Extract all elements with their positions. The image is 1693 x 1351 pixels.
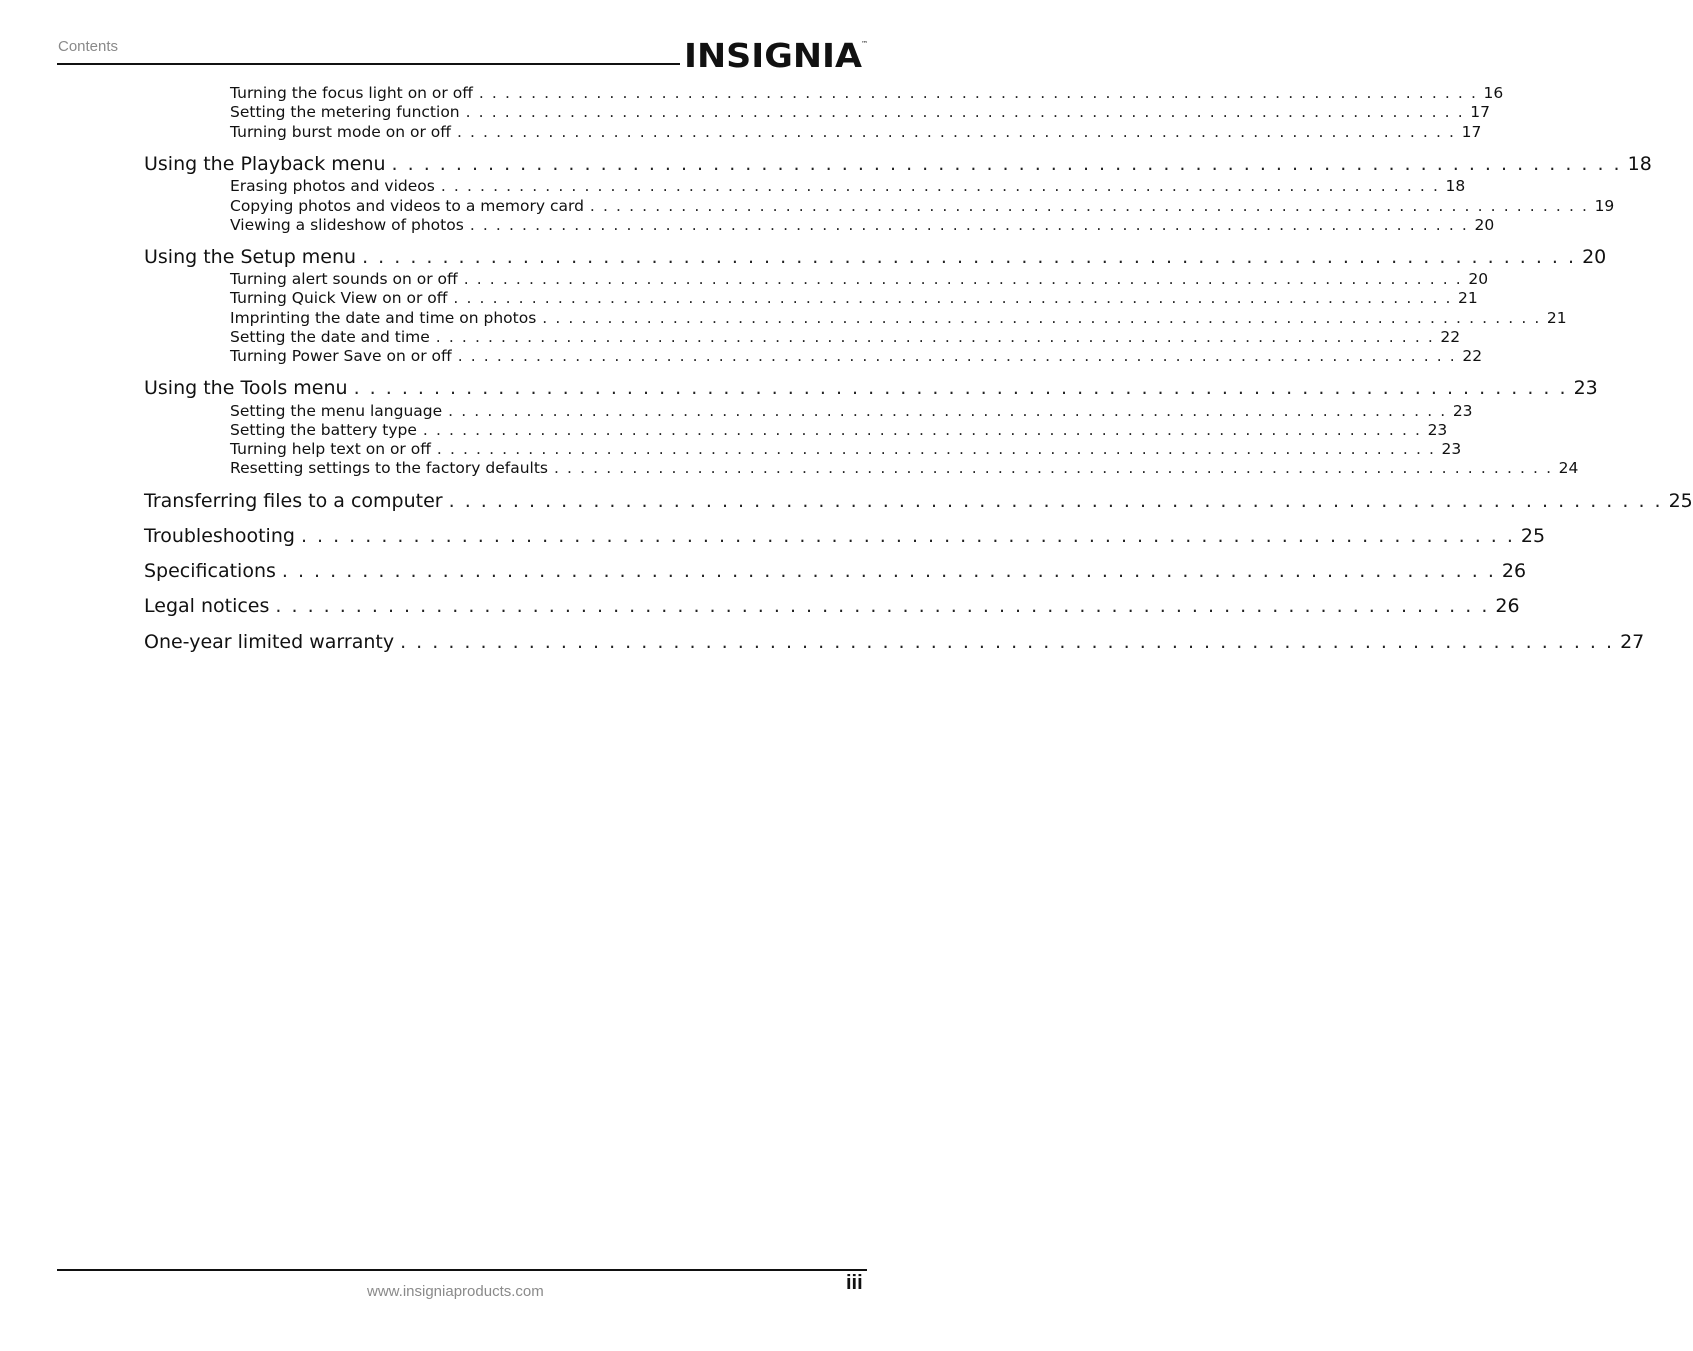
- toc-section-entry[interactable]: [144, 246, 1607, 268]
- dot-leader: . . . . . . . . . . . . . . . . . . . . . . . . . . . . . . . . . . . . . . . . . . . . . . . . . . . . . . . . . . . . . . . . . . . . . . . . . . . . .: [465, 103, 1465, 121]
- dot-leader: . . . . . . . . . . . . . . . . . . . . . . . . . . . . . . . . . . . . . . . . . . . . . . . . . . . . . . . . . . . . . . . . . . . . . . . . . . . .: [300, 525, 1515, 547]
- toc-entry-page: 23: [1452, 402, 1473, 420]
- dot-leader: . . . . . . . . . . . . . . . . . . . . . . . . . . . . . . . . . . . . . . . . . . . . . . . . . . . . . . . . . . . . . . . . . . . . . . . . . . . . .: [456, 123, 1456, 141]
- toc-entry-title: Viewing a slideshow of photos: [230, 216, 464, 234]
- toc-entry-page: 19: [1594, 197, 1615, 215]
- toc-section-page: 27: [1620, 631, 1645, 653]
- header-rule: [57, 63, 680, 65]
- dot-leader: . . . . . . . . . . . . . . . . . . . . . . . . . . . . . . . . . . . . . . . . . . . . . . . . . . . . . . . . . . . . . . . . . . . . . . . . . . . . .: [422, 421, 1422, 439]
- toc-entry-title: Erasing photos and videos: [230, 177, 435, 195]
- toc-entry[interactable]: [230, 440, 1462, 458]
- toc-entry-page: 20: [1474, 216, 1495, 234]
- toc-entry[interactable]: [230, 309, 1567, 327]
- toc-entry-title: Setting the menu language: [230, 402, 443, 420]
- dot-leader: . . . . . . . . . . . . . . . . . . . . . . . . . . . . . . . . . . . . . . . . . . . . . . . . . . . . . . . . . . . . . . . . . . . . . . . . . . . .: [448, 490, 1663, 512]
- toc-entry[interactable]: [230, 421, 1448, 439]
- dot-leader: . . . . . . . . . . . . . . . . . . . . . . . . . . . . . . . . . . . . . . . . . . . . . . . . . . . . . . . . . . . . . . . . . . . . . . . . . . . . .: [469, 216, 1469, 234]
- toc-entry-page: 21: [1458, 289, 1478, 307]
- toc-entry-title: Turning the focus light on or off: [230, 84, 473, 102]
- toc-entry-title: Copying photos and videos to a memory card: [230, 197, 584, 215]
- toc-entry-title: Turning Quick View on or off: [230, 289, 448, 307]
- toc-entry-page: 22: [1462, 347, 1483, 365]
- dot-leader: . . . . . . . . . . . . . . . . . . . . . . . . . . . . . . . . . . . . . . . . . . . . . . . . . . . . . . . . . . . . . . . . . . . . . . . . . . . .: [281, 560, 1496, 582]
- toc-entry[interactable]: [230, 270, 1489, 288]
- toc-entry[interactable]: [230, 459, 1579, 477]
- toc-entry-page: 20: [1468, 270, 1489, 288]
- toc-entry[interactable]: [230, 177, 1466, 195]
- dot-leader: . . . . . . . . . . . . . . . . . . . . . . . . . . . . . . . . . . . . . . . . . . . . . . . . . . . . . . . . . . . . . . . . . . . . . . . . . . . . .: [436, 440, 1436, 458]
- toc-entry-page: 17: [1461, 123, 1482, 141]
- toc-entry[interactable]: [230, 103, 1490, 121]
- dot-leader: . . . . . . . . . . . . . . . . . . . . . . . . . . . . . . . . . . . . . . . . . . . . . . . . . . . . . . . . . . . . . . . . . . . . . . . . . . . .: [362, 246, 1577, 268]
- toc-section-page: 20: [1582, 246, 1607, 268]
- running-header-section: Contents: [58, 38, 119, 55]
- footer-rule: [57, 1269, 867, 1271]
- toc-entry-page: 23: [1427, 421, 1448, 439]
- toc-entry-title: Turning burst mode on or off: [230, 123, 451, 141]
- toc-section-page: 25: [1520, 525, 1546, 547]
- dot-leader: . . . . . . . . . . . . . . . . . . . . . . . . . . . . . . . . . . . . . . . . . . . . . . . . . . . . . . . . . . . . . . . . . . . . . . . . . . . . .: [391, 153, 1622, 175]
- toc-entry-title: Imprinting the date and time on photos: [230, 309, 537, 327]
- dot-leader: . . . . . . . . . . . . . . . . . . . . . . . . . . . . . . . . . . . . . . . . . . . . . . . . . . . . . . . . . . . . . . . . . . . . . . . . . . . . .: [589, 197, 1589, 215]
- toc-section-title: Troubleshooting: [144, 525, 295, 547]
- dot-leader: . . . . . . . . . . . . . . . . . . . . . . . . . . . . . . . . . . . . . . . . . . . . . . . . . . . . . . . . . . . . . . . . . . . . . . . . . . . . .: [440, 177, 1440, 195]
- logo-wordmark: INSIGNIA: [684, 36, 863, 75]
- toc-section-title: Using the Playback menu: [144, 153, 386, 175]
- toc-entry-title: Turning Power Save on or off: [230, 347, 452, 365]
- toc-entry[interactable]: [230, 289, 1478, 307]
- toc-section-entry[interactable]: [144, 525, 1546, 547]
- dot-leader: . . . . . . . . . . . . . . . . . . . . . . . . . . . . . . . . . . . . . . . . . . . . . . . . . . . . . . . . . . . . . . . . . . . . . . . . . . . . .: [554, 459, 1553, 477]
- toc-entry[interactable]: [230, 402, 1473, 420]
- toc-entry[interactable]: [230, 197, 1615, 215]
- toc-section-title: One-year limited warranty: [144, 631, 395, 653]
- footer-url[interactable]: www.insigniaproducts.com: [367, 1283, 544, 1300]
- toc-entry-page: 17: [1470, 103, 1490, 121]
- toc-section-entry[interactable]: [144, 631, 1645, 653]
- toc-entry-page: 23: [1441, 440, 1462, 458]
- toc-entry-title: Setting the metering function: [230, 103, 460, 121]
- toc-entry[interactable]: [230, 84, 1504, 102]
- dot-leader: . . . . . . . . . . . . . . . . . . . . . . . . . . . . . . . . . . . . . . . . . . . . . . . . . . . . . . . . . . . . . . . . . . . . . . . . . . . .: [275, 595, 1490, 617]
- toc-entry-page: 21: [1546, 309, 1567, 327]
- toc-entry[interactable]: [230, 347, 1483, 365]
- toc-section-title: Transferring files to a computer: [144, 490, 443, 512]
- dot-leader: . . . . . . . . . . . . . . . . . . . . . . . . . . . . . . . . . . . . . . . . . . . . . . . . . . . . . . . . . . . . . . . . . . . . . . . . . . . . .: [435, 328, 1435, 346]
- dot-leader: . . . . . . . . . . . . . . . . . . . . . . . . . . . . . . . . . . . . . . . . . . . . . . . . . . . . . . . . . . . . . . . . . . . . . . . . . . . . .: [478, 84, 1478, 102]
- page-number: iii: [846, 1272, 863, 1294]
- toc-section-entry[interactable]: [144, 595, 1520, 617]
- toc-section-page: 18: [1627, 153, 1652, 175]
- toc-entry-title: Setting the battery type: [230, 421, 417, 439]
- insignia-logo: [683, 26, 869, 82]
- toc-section-entry[interactable]: [144, 377, 1598, 399]
- toc-section-entry[interactable]: [144, 153, 1652, 175]
- toc-section-title: Using the Setup menu: [144, 246, 357, 268]
- toc-entry[interactable]: [230, 216, 1495, 234]
- toc-section-page: 25: [1668, 490, 1693, 512]
- toc-section-page: 26: [1501, 560, 1527, 582]
- toc-section-page: 23: [1573, 377, 1598, 399]
- dot-leader: . . . . . . . . . . . . . . . . . . . . . . . . . . . . . . . . . . . . . . . . . . . . . . . . . . . . . . . . . . . . . . . . . . . . . . . . . . . .: [400, 631, 1615, 653]
- toc-entry-title: Setting the date and time: [230, 328, 430, 346]
- logo-trademark: ™: [861, 40, 868, 48]
- dot-leader: . . . . . . . . . . . . . . . . . . . . . . . . . . . . . . . . . . . . . . . . . . . . . . . . . . . . . . . . . . . . . . . . . . . . . . . . . . . . .: [463, 270, 1463, 288]
- toc-entry[interactable]: [230, 123, 1482, 141]
- toc-section-title: Specifications: [144, 560, 276, 582]
- toc-section-page: 26: [1495, 595, 1520, 617]
- dot-leader: . . . . . . . . . . . . . . . . . . . . . . . . . . . . . . . . . . . . . . . . . . . . . . . . . . . . . . . . . . . . . . . . . . . . . . . . . . . .: [353, 377, 1568, 399]
- toc-section-entry[interactable]: [144, 560, 1527, 582]
- toc-section-title: Using the Tools menu: [144, 377, 348, 399]
- dot-leader: . . . . . . . . . . . . . . . . . . . . . . . . . . . . . . . . . . . . . . . . . . . . . . . . . . . . . . . . . . . . . . . . . . . . . . . . . . . . .: [448, 402, 1447, 420]
- dot-leader: . . . . . . . . . . . . . . . . . . . . . . . . . . . . . . . . . . . . . . . . . . . . . . . . . . . . . . . . . . . . . . . . . . . . . . . . . . . . .: [453, 289, 1453, 307]
- toc-entry-page: 24: [1558, 459, 1579, 477]
- toc-entry-title: Turning alert sounds on or off: [230, 270, 458, 288]
- toc-entry[interactable]: [230, 328, 1461, 346]
- toc-entry-page: 22: [1440, 328, 1461, 346]
- dot-leader: . . . . . . . . . . . . . . . . . . . . . . . . . . . . . . . . . . . . . . . . . . . . . . . . . . . . . . . . . . . . . . . . . . . . . . . . . . . . .: [457, 347, 1457, 365]
- toc-entry-title: Turning help text on or off: [230, 440, 431, 458]
- toc-section-entry[interactable]: [144, 490, 1693, 512]
- dot-leader: . . . . . . . . . . . . . . . . . . . . . . . . . . . . . . . . . . . . . . . . . . . . . . . . . . . . . . . . . . . . . . . . . . . . . . . . . . . . .: [542, 309, 1541, 327]
- toc-entry-page: 16: [1483, 84, 1504, 102]
- toc-entry-page: 18: [1445, 177, 1466, 195]
- toc-entry-title: Resetting settings to the factory defaults: [230, 459, 548, 477]
- toc-section-title: Legal notices: [144, 595, 270, 617]
